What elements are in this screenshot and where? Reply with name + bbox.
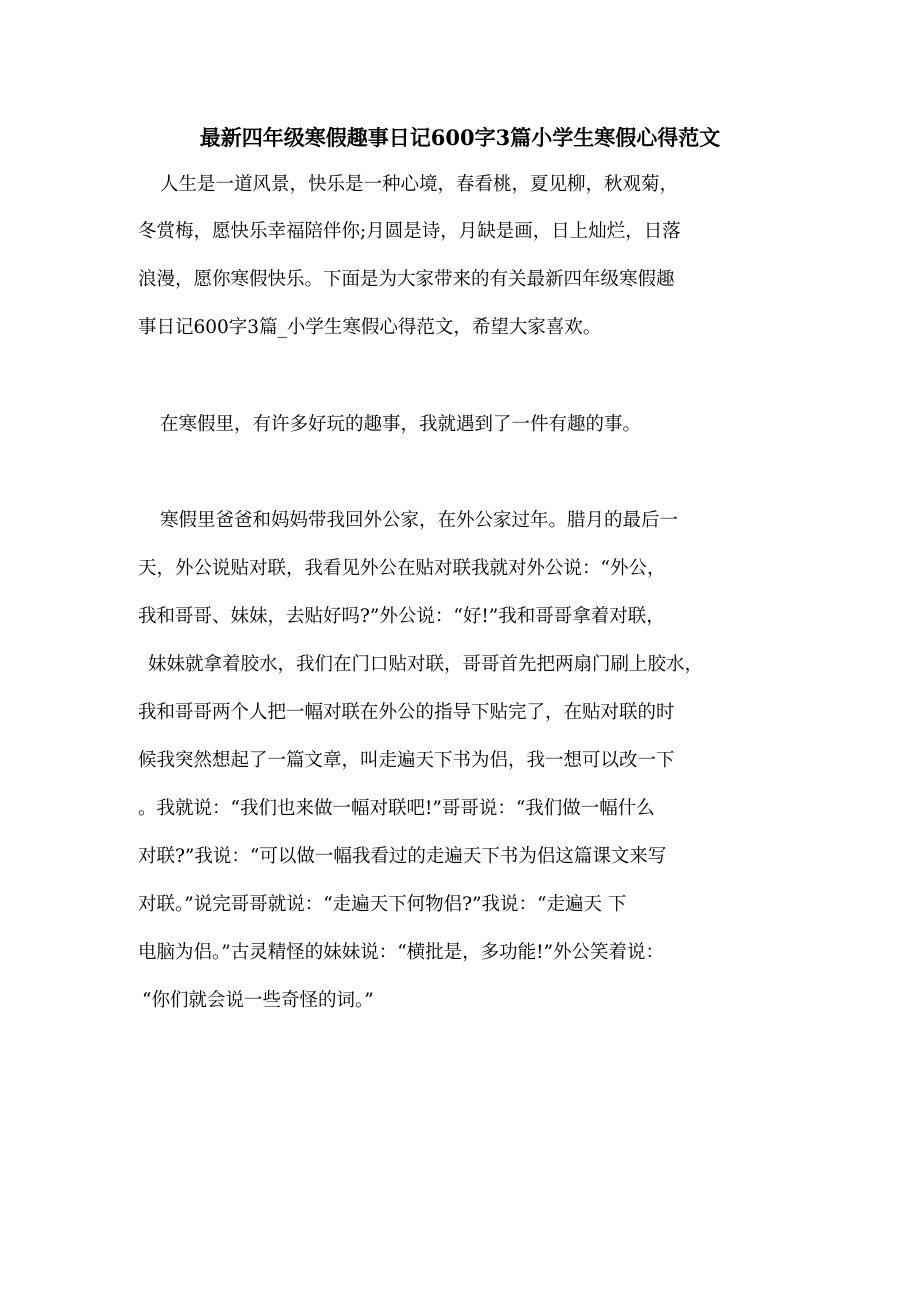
story-line: “你们就会说一些奇怪的词。” [142, 990, 374, 1011]
body-paragraph: 在寒假里，有许多好玩的趣事，我就遇到了一件有趣的事。 [160, 414, 642, 435]
story-line: 妹妹就拿着胶水，我们在门口贴对联，哥哥首先把两扇门刷上胶水， [148, 654, 704, 675]
story-line: 我和哥哥、妹妹，去贴好吗?”外公说：“好!”我和哥哥拿着对联， [138, 606, 665, 627]
story-line: 电脑为侣。”古灵精怪的妹妹说：“横批是，多功能!”外公笑着说： [138, 942, 665, 963]
story-line: 对联。”说完哥哥就说：“走遍天下何物侣?”我说：“走遍天 下 [138, 894, 627, 915]
intro-line: 冬赏梅，愿快乐幸福陪伴你;月圆是诗，月缺是画，日上灿烂，日落 [138, 221, 681, 242]
story-line: 我和哥哥两个人把一幅对联在外公的指导下贴完了，在贴对联的时 [138, 702, 675, 723]
intro-line: 人生是一道风景，快乐是一种心境，春看桃，夏见柳，秋观菊， [160, 174, 679, 195]
story-line: 。我就说：“我们也来做一幅对联吧!”哥哥说：“我们做一幅什么 [138, 798, 655, 819]
intro-line: 事日记600字3篇_小学生寒假心得范文，希望大家喜欢。 [138, 317, 602, 338]
intro-line: 浪漫，愿你寒假快乐。下面是为大家带来的有关最新四年级寒假趣 [138, 269, 675, 290]
story-line: 天，外公说贴对联，我看见外公在贴对联我就对外公说：“外公， [138, 558, 666, 579]
story-line: 候我突然想起了一篇文章，叫走遍天下书为侣，我一想可以改一下 [138, 750, 675, 771]
story-line: 寒假里爸爸和妈妈带我回外公家，在外公家过年。腊月的最后一 [160, 510, 679, 531]
document-title: 最新四年级寒假趣事日记600字3篇小学生寒假心得范文 [199, 125, 721, 150]
story-line: 对联?”我说：“可以做一幅我看过的走遍天下书为侣这篇课文来写 [138, 846, 667, 867]
